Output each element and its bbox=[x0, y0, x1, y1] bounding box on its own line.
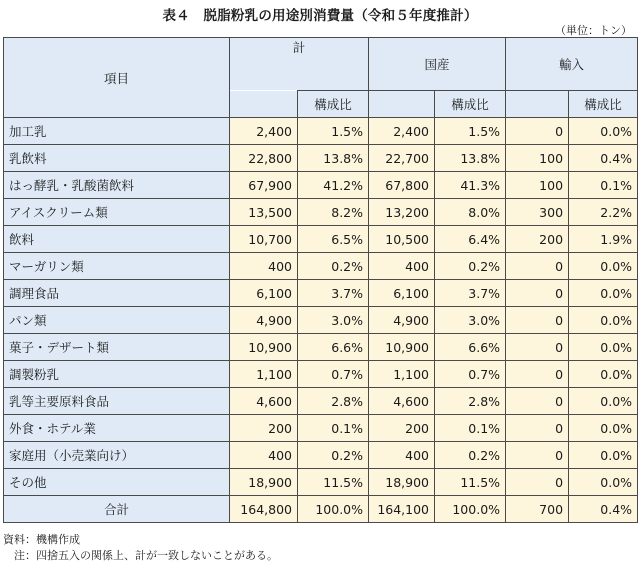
cell-domestic-pct: 3.7% bbox=[435, 280, 506, 307]
cell-total-pct: 6.5% bbox=[298, 226, 369, 253]
cell-domestic-pct: 0.2% bbox=[435, 253, 506, 280]
cell-domestic: 400 bbox=[369, 442, 435, 469]
cell-domestic: 200 bbox=[369, 415, 435, 442]
cell-import-pct: 0.0% bbox=[569, 334, 638, 361]
cell-domestic: 18,900 bbox=[369, 469, 435, 496]
row-label: 家庭用（小売業向け） bbox=[4, 442, 230, 469]
cell-import-pct: 0.1% bbox=[569, 172, 638, 199]
cell-total-pct: 0.2% bbox=[298, 442, 369, 469]
cell-import: 0 bbox=[506, 118, 569, 145]
cell-total: 6,100 bbox=[230, 280, 298, 307]
row-label: マーガリン類 bbox=[4, 253, 230, 280]
cell-domestic-pct: 6.6% bbox=[435, 334, 506, 361]
table-row bbox=[4, 469, 638, 496]
cell-domestic-pct: 2.8% bbox=[435, 388, 506, 415]
cell-import: 0 bbox=[506, 307, 569, 334]
consumption-table bbox=[3, 37, 638, 523]
cell-total: 2,400 bbox=[230, 118, 298, 145]
row-label: 外食・ホテル業 bbox=[4, 415, 230, 442]
cell-domestic-pct: 13.8% bbox=[435, 145, 506, 172]
cell-import-pct: 0.0% bbox=[569, 253, 638, 280]
cell-total: 164,800 bbox=[230, 496, 298, 523]
cell-domestic: 10,900 bbox=[369, 334, 435, 361]
cell-total: 4,900 bbox=[230, 307, 298, 334]
table-row bbox=[4, 496, 638, 523]
cell-total-pct: 13.8% bbox=[298, 145, 369, 172]
cell-total-pct: 100.0% bbox=[298, 496, 369, 523]
cell-domestic-pct: 1.5% bbox=[435, 118, 506, 145]
header-item: 項目 bbox=[4, 38, 230, 118]
cell-import-pct: 0.0% bbox=[569, 361, 638, 388]
table-row bbox=[4, 361, 638, 388]
cell-import-pct: 0.0% bbox=[569, 307, 638, 334]
header-import: 輸入 bbox=[506, 38, 638, 91]
table-row bbox=[4, 199, 638, 226]
row-label: パン類 bbox=[4, 307, 230, 334]
row-label: その他 bbox=[4, 469, 230, 496]
cell-import-pct: 0.0% bbox=[569, 388, 638, 415]
cell-total-pct: 3.7% bbox=[298, 280, 369, 307]
rounding-note: 注：四捨五入の関係上、計が一致しないことがある。 bbox=[3, 549, 278, 562]
header-domestic-blank bbox=[369, 91, 435, 118]
cell-import: 100 bbox=[506, 145, 569, 172]
row-label: 調製粉乳 bbox=[4, 361, 230, 388]
header-domestic: 国産 bbox=[369, 38, 506, 91]
unit-label: （単位：トン） bbox=[555, 24, 632, 37]
cell-total-pct: 41.2% bbox=[298, 172, 369, 199]
cell-domestic: 4,900 bbox=[369, 307, 435, 334]
cell-total-pct: 2.8% bbox=[298, 388, 369, 415]
cell-domestic: 6,100 bbox=[369, 280, 435, 307]
cell-domestic-pct: 100.0% bbox=[435, 496, 506, 523]
cell-import-pct: 0.4% bbox=[569, 145, 638, 172]
header-total-ratio: 構成比 bbox=[298, 91, 369, 118]
cell-total-pct: 6.6% bbox=[298, 334, 369, 361]
cell-import-pct: 0.0% bbox=[569, 442, 638, 469]
table-row bbox=[4, 145, 638, 172]
cell-total-pct: 0.7% bbox=[298, 361, 369, 388]
cell-total: 400 bbox=[230, 442, 298, 469]
table-body bbox=[4, 118, 638, 523]
cell-domestic: 22,700 bbox=[369, 145, 435, 172]
header-total: 計 bbox=[230, 38, 369, 91]
row-label: 合計 bbox=[4, 496, 230, 523]
cell-import: 200 bbox=[506, 226, 569, 253]
cell-domestic: 10,500 bbox=[369, 226, 435, 253]
table-row bbox=[4, 118, 638, 145]
cell-domestic: 1,100 bbox=[369, 361, 435, 388]
cell-domestic-pct: 6.4% bbox=[435, 226, 506, 253]
source-note: 資料：機構作成 bbox=[3, 533, 80, 546]
cell-total-pct: 0.2% bbox=[298, 253, 369, 280]
header-import-blank bbox=[506, 91, 569, 118]
table-row bbox=[4, 172, 638, 199]
cell-import-pct: 1.9% bbox=[569, 226, 638, 253]
cell-import: 0 bbox=[506, 442, 569, 469]
cell-total: 400 bbox=[230, 253, 298, 280]
cell-import: 0 bbox=[506, 361, 569, 388]
cell-domestic: 164,100 bbox=[369, 496, 435, 523]
cell-total: 10,700 bbox=[230, 226, 298, 253]
cell-import: 700 bbox=[506, 496, 569, 523]
row-label: 菓子・デザート類 bbox=[4, 334, 230, 361]
cell-total-pct: 0.1% bbox=[298, 415, 369, 442]
cell-import: 0 bbox=[506, 415, 569, 442]
cell-domestic: 2,400 bbox=[369, 118, 435, 145]
cell-import: 300 bbox=[506, 199, 569, 226]
cell-import: 0 bbox=[506, 388, 569, 415]
cell-domestic-pct: 0.7% bbox=[435, 361, 506, 388]
cell-domestic: 400 bbox=[369, 253, 435, 280]
table-title: 表４ 脱脂粉乳の用途別消費量（令和５年度推計） bbox=[162, 8, 478, 24]
cell-domestic: 13,200 bbox=[369, 199, 435, 226]
table-row bbox=[4, 253, 638, 280]
cell-domestic: 4,600 bbox=[369, 388, 435, 415]
header-total-blank bbox=[230, 91, 298, 118]
cell-domestic: 67,800 bbox=[369, 172, 435, 199]
cell-domestic-pct: 3.0% bbox=[435, 307, 506, 334]
cell-total: 1,100 bbox=[230, 361, 298, 388]
cell-total-pct: 1.5% bbox=[298, 118, 369, 145]
cell-total: 67,900 bbox=[230, 172, 298, 199]
row-label: 加工乳 bbox=[4, 118, 230, 145]
cell-total-pct: 3.0% bbox=[298, 307, 369, 334]
cell-import-pct: 0.0% bbox=[569, 118, 638, 145]
cell-total: 4,600 bbox=[230, 388, 298, 415]
header-domestic-ratio: 構成比 bbox=[435, 91, 506, 118]
table-row bbox=[4, 280, 638, 307]
cell-total: 10,900 bbox=[230, 334, 298, 361]
row-label: アイスクリーム類 bbox=[4, 199, 230, 226]
cell-total: 200 bbox=[230, 415, 298, 442]
row-label: 飲料 bbox=[4, 226, 230, 253]
cell-total: 22,800 bbox=[230, 145, 298, 172]
cell-domestic-pct: 0.2% bbox=[435, 442, 506, 469]
cell-domestic-pct: 11.5% bbox=[435, 469, 506, 496]
cell-total: 13,500 bbox=[230, 199, 298, 226]
cell-domestic-pct: 41.3% bbox=[435, 172, 506, 199]
cell-import-pct: 2.2% bbox=[569, 199, 638, 226]
footnotes bbox=[3, 532, 278, 564]
cell-import: 0 bbox=[506, 253, 569, 280]
table-row bbox=[4, 388, 638, 415]
row-label: はっ酵乳・乳酸菌飲料 bbox=[4, 172, 230, 199]
row-label: 調理食品 bbox=[4, 280, 230, 307]
table-row bbox=[4, 415, 638, 442]
cell-import-pct: 0.0% bbox=[569, 415, 638, 442]
cell-total: 18,900 bbox=[230, 469, 298, 496]
cell-total-pct: 8.2% bbox=[298, 199, 369, 226]
cell-domestic-pct: 8.0% bbox=[435, 199, 506, 226]
cell-import-pct: 0.4% bbox=[569, 496, 638, 523]
cell-domestic-pct: 0.1% bbox=[435, 415, 506, 442]
cell-import: 0 bbox=[506, 280, 569, 307]
table-row bbox=[4, 334, 638, 361]
cell-import-pct: 0.0% bbox=[569, 280, 638, 307]
row-label: 乳等主要原料食品 bbox=[4, 388, 230, 415]
cell-import: 0 bbox=[506, 334, 569, 361]
cell-import-pct: 0.0% bbox=[569, 469, 638, 496]
table-row bbox=[4, 442, 638, 469]
header-import-ratio: 構成比 bbox=[569, 91, 638, 118]
cell-import: 100 bbox=[506, 172, 569, 199]
cell-import: 0 bbox=[506, 469, 569, 496]
table-row bbox=[4, 307, 638, 334]
cell-total-pct: 11.5% bbox=[298, 469, 369, 496]
row-label: 乳飲料 bbox=[4, 145, 230, 172]
table-row bbox=[4, 226, 638, 253]
